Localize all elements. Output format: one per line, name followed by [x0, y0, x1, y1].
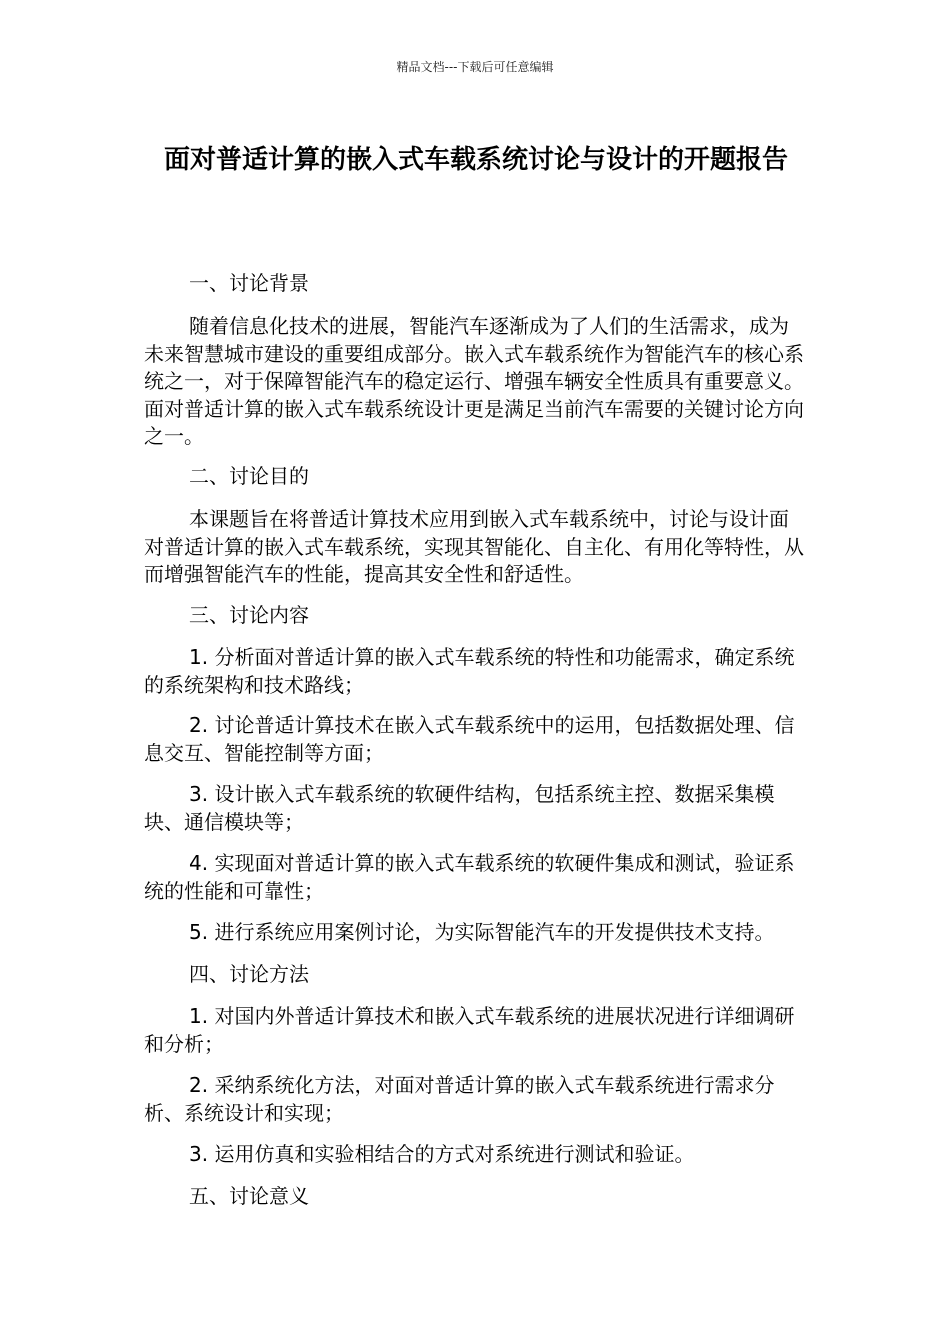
- content-item: 4. 实现面对普适计算的嵌入式车载系统的软硬件集成和测试，验证系统的性能和可靠性；: [144, 851, 795, 903]
- content-item: 5. 进行系统应用案例讨论，为实际智能汽车的开发提供技术支持。: [189, 920, 775, 944]
- method-item: 2. 采纳系统化方法，对面对普适计算的嵌入式车载系统进行需求分析、系统设计和实现；: [144, 1073, 775, 1125]
- section-heading-background: 一、讨论背景: [189, 271, 309, 295]
- content-item: 3. 设计嵌入式车载系统的软硬件结构，包括系统主控、数据采集模块、通信模块等；: [144, 782, 775, 834]
- method-item: 3. 运用仿真和实验相结合的方式对系统进行测试和验证。: [189, 1142, 695, 1166]
- section-heading-method: 四、讨论方法: [189, 962, 309, 986]
- purpose-paragraph: 本课题旨在将普适计算技术应用到嵌入式车载系统中，讨论与设计面对普适计算的嵌入式车载系统，实现其智能化、自主化、有用化等特性，从而增强智能汽车的性能，提高其安全性和舒适性。: [144, 507, 804, 586]
- content-item: 2. 讨论普适计算技术在嵌入式车载系统中的运用，包括数据处理、信息交互、智能控制等方面；: [144, 713, 795, 765]
- section-heading-purpose: 二、讨论目的: [189, 464, 309, 488]
- section-heading-significance: 五、讨论意义: [189, 1184, 309, 1208]
- content-item: 1. 分析面对普适计算的嵌入式车载系统的特性和功能需求，确定系统的系统架构和技术路线；: [144, 645, 795, 697]
- method-item: 1. 对国内外普适计算技术和嵌入式车载系统的进展状况进行详细调研和分析；: [144, 1004, 795, 1056]
- section-heading-content: 三、讨论内容: [189, 603, 309, 627]
- background-paragraph: 随着信息化技术的进展，智能汽车逐渐成为了人们的生活需求，成为未来智慧城市建设的重要组成部分。嵌入式车载系统作为智能汽车的核心系统之一，对于保障智能汽车的稳定运行、增强车辆安全性质具有重要意义。面对普适计算的嵌入式车载系统设计更是满足当前汽车需要的关键讨论方向之一。: [144, 314, 804, 448]
- document-title: 面对普适计算的嵌入式车载系统讨论与设计的开题报告: [163, 145, 788, 175]
- header-note: 精品文档---下载后可任意编辑: [396, 60, 554, 74]
